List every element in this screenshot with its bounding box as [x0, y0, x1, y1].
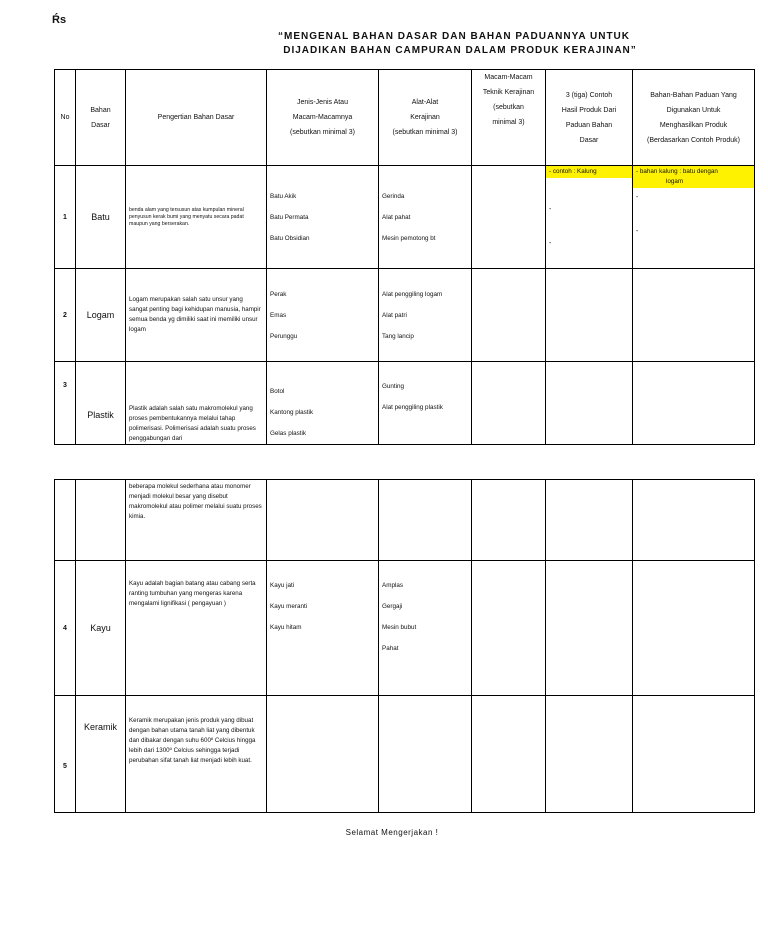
material-definition: Plastik adalah salah satu makromolekul yang proses pembentukannya melalui tahap polimerisasi. Polimerisasi adalah suatu proses penggabungan dari — [126, 362, 267, 445]
table-row-keramik — [55, 696, 755, 813]
table-row-kayu — [55, 561, 755, 696]
jenis-list: Botol Kantong plastik Gelas plastik — [267, 362, 379, 445]
paduan-cell: - bahan kalung : batu dengan logam - - — [633, 166, 755, 269]
alat-cell — [379, 480, 472, 561]
row-number: 5 — [55, 696, 76, 813]
document-title — [0, 30, 768, 58]
teknik-cell — [472, 480, 546, 561]
paduan-cell — [633, 362, 755, 445]
material-definition: Logam merupakan salah satu unsur yang sangat penting bagi kehidupan manusia, hampir semua benda yg dimiliki saat ini memiliki unsur logam — [126, 269, 267, 362]
paduan-cell — [633, 480, 755, 561]
jenis-list: Perak Emas Perunggu — [267, 269, 379, 362]
alat-list: Gunting Alat penggiling plastik — [379, 362, 472, 445]
teknik-cell — [472, 696, 546, 813]
header-bahan-dasar: Bahan Dasar — [76, 70, 126, 166]
material-name: Logam — [76, 269, 126, 362]
table-row-logam — [55, 269, 755, 362]
contoh-cell — [546, 696, 633, 813]
header-no: No — [55, 70, 76, 166]
header-paduan: Bahan-Bahan Paduan Yang Digunakan Untuk Menghasilkan Produk (Berdasarkan Contoh Produk) — [633, 70, 755, 166]
jenis-cell — [267, 696, 379, 813]
row-number — [55, 480, 76, 561]
contoh-cell: - contoh : Kalung - - — [546, 166, 633, 269]
row-number: 1 — [55, 166, 76, 269]
contoh-cell — [546, 561, 633, 696]
jenis-cell — [267, 480, 379, 561]
contoh-cell — [546, 269, 633, 362]
header-alat: Alat-Alat Kerajinan (sebutkan minimal 3) — [379, 70, 472, 166]
table-row-plastik — [55, 362, 755, 445]
paduan-cell — [633, 696, 755, 813]
row-number: 3 — [55, 362, 76, 445]
row-number: 4 — [55, 561, 76, 696]
material-name: Kayu — [76, 561, 126, 696]
closing-note: Selamat Mengerjakan ! — [345, 828, 439, 837]
paduan-cell — [633, 269, 755, 362]
material-name: Batu — [76, 166, 126, 269]
jenis-list: Kayu jati Kayu meranti Kayu hitam — [267, 561, 379, 696]
teknik-cell — [472, 362, 546, 445]
header-mark: Ŕs — [52, 14, 67, 26]
material-definition-continued: beberapa molekul sederhana atau monomer menjadi molekul besar yang disebut makromolekul atau polimer melalui suatu proses kimia. — [126, 480, 267, 561]
teknik-cell — [472, 269, 546, 362]
header-pengertian: Pengertian Bahan Dasar — [126, 70, 267, 166]
row-number: 2 — [55, 269, 76, 362]
contoh-highlight: - contoh : Kalung — [546, 166, 632, 178]
material-definition: Keramik merupakan jenis produk yang dibuat dengan bahan utama tanah liat yang dibentuk dan dibakar dengan suhu 600º Celcius hingga lebih dari 1300º Celcius sehingga terjadi perubahan sifat tanah liat menjadi lebih kuat. — [126, 696, 267, 813]
alat-list: Gerinda Alat pahat Mesin pemotong bt — [379, 166, 472, 269]
header-teknik: Macam-Macam Teknik Kerajinan (sebutkan minimal 3) — [472, 70, 546, 166]
contoh-cell — [546, 362, 633, 445]
material-table-page-2 — [54, 479, 755, 813]
material-definition: Kayu adalah bagian batang atau cabang serta ranting tumbuhan yang mengeras karena mengalami lignifikasi ( pengayuan ) — [126, 561, 267, 696]
table-row-plastik-continued — [55, 480, 755, 561]
material-definition: benda alam yang tersusun atas kumpulan mineral penyusun kerak bumi yang menyatu secara padat maupun yang berserakan. — [126, 166, 267, 269]
paduan-highlight: - bahan kalung : batu dengan logam — [633, 166, 754, 188]
header-jenis: Jenis-Jenis Atau Macam-Macamnya (sebutkan minimal 3) — [267, 70, 379, 166]
material-name — [76, 480, 126, 561]
table-row-batu — [55, 166, 755, 269]
material-name: Plastik — [76, 362, 126, 445]
alat-list: Alat penggiling logam Alat patri Tang lancip — [379, 269, 472, 362]
table-header-row — [55, 70, 755, 166]
teknik-cell — [472, 561, 546, 696]
title-line-1: “MENGENAL BAHAN DASAR DAN BAHAN PADUANNYA UNTUK — [277, 31, 630, 42]
teknik-cell — [472, 166, 546, 269]
material-table-page-1 — [54, 69, 755, 445]
alat-list: Amplas Gergaji Mesin bubut Pahat — [379, 561, 472, 696]
jenis-list: Batu Akik Batu Permata Batu Obsidian — [267, 166, 379, 269]
alat-cell — [379, 696, 472, 813]
title-line-2: DIJADIKAN BAHAN CAMPURAN DALAM PRODUK KERAJINAN” — [283, 45, 637, 56]
contoh-cell — [546, 480, 633, 561]
header-contoh: 3 (tiga) Contoh Hasil Produk Dari Paduan Bahan Dasar — [546, 70, 633, 166]
paduan-cell — [633, 561, 755, 696]
material-name: Keramik — [76, 696, 126, 813]
